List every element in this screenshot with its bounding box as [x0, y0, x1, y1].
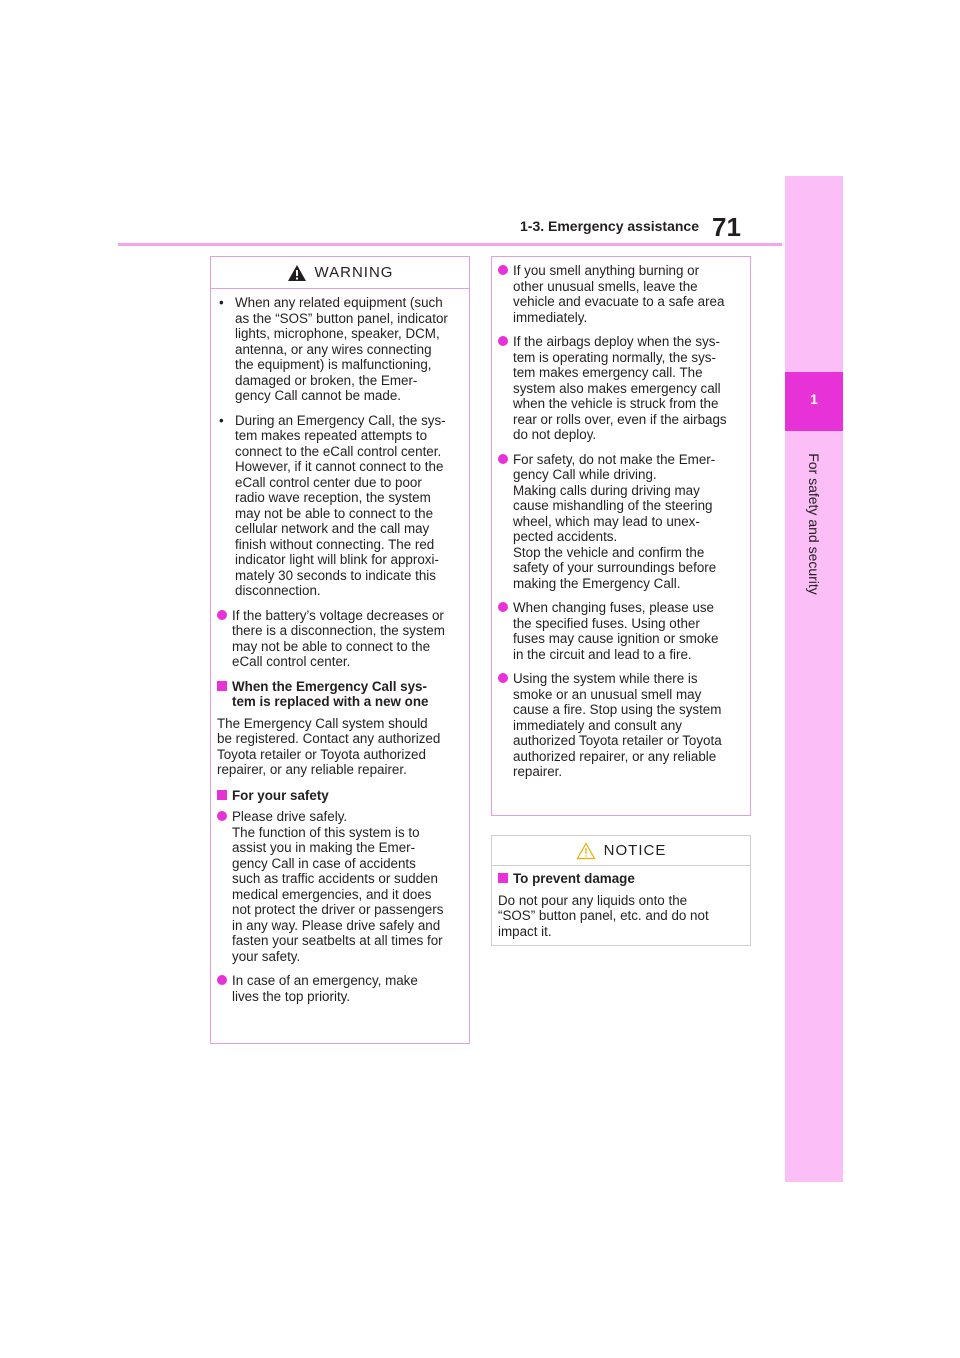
page-number: 71: [712, 212, 741, 242]
subheading: [498, 871, 744, 887]
warning-triangle-icon: [287, 264, 307, 282]
bullet-text: Using the system while there is smoke or an unusual smell may cause a fire. Stop using the system immediately and consult any authorized Toyota retailer or Toyota authorized repairer, or any reliable repairer.: [513, 671, 722, 779]
square-marker-icon: [217, 790, 227, 800]
bullet-item: [498, 334, 744, 443]
subheading: [217, 788, 463, 804]
warning-title: WARNING: [314, 264, 394, 281]
warning-box: [210, 256, 470, 1044]
warning-continued-box: [491, 256, 751, 816]
bullet-item: [217, 809, 463, 964]
notice-box: [491, 835, 751, 946]
bullet-dot-icon: [217, 811, 227, 821]
bullet-dot-icon: [498, 336, 508, 346]
bullet-dot-icon: [498, 265, 508, 275]
bullet-item: [217, 608, 463, 670]
bullet-text: If the battery’s voltage decreases or there is a disconnection, the system may not be able to connect to the eCall control center.: [232, 607, 445, 669]
bullet-dot-icon: [498, 454, 508, 464]
bullet-dot-icon: [217, 610, 227, 620]
list-item: [217, 295, 463, 404]
notice-triangle-icon: [576, 842, 596, 860]
paragraph: The Emergency Call system should be registered. Contact any authorized Toyota retailer or Toyota authorized repairer, or any reliable repairer.: [217, 715, 441, 777]
header-divider: [118, 243, 782, 246]
list-item-text: When any related equipment (such as the “SOS” button panel, indicator lights, microphone, speaker, DCM, antenna, or any wires connecting the equipment) is malfunctioning, damaged or broken, the Emer- gency Call cannot be made.: [235, 295, 448, 403]
subheading: [217, 679, 463, 710]
notice-content: [492, 866, 750, 939]
notice-title: NOTICE: [603, 842, 667, 859]
list-dash: •: [219, 295, 224, 310]
square-marker-icon: [498, 873, 508, 883]
warning-content: [211, 289, 469, 1004]
bullet-text: If the airbags deploy when the sys- tem is operating normally, the sys- tem makes emergency call. The system also makes emergency call when the vehicle is struck from the rear or rolls over, even if the airbags do not deploy.: [513, 334, 727, 442]
bullet-item: [498, 263, 744, 325]
bullet-dot-icon: [498, 602, 508, 612]
notice-title-bar: [492, 836, 750, 866]
bullet-item: [498, 452, 744, 592]
bullet-text: For safety, do not make the Emer- gency Call while driving. Making calls during driving may cause mishandling of the steering wheel, which may lead to unex- pected accidents. Stop the vehicle and confirm the safety of your surroundings before making the Emergency Call.: [513, 451, 717, 591]
bullet-dot-icon: [498, 673, 508, 683]
square-marker-icon: [217, 681, 227, 691]
subheading-text: For your safety: [232, 787, 329, 803]
subheading-text: To prevent damage: [513, 871, 635, 886]
bullet-item: [217, 973, 463, 1004]
list-dash: •: [219, 412, 224, 428]
list-item-text: During an Emergency Call, the sys- tem makes repeated attempts to connect to the eCall control center. However, if it cannot connect to the eCall control center due to poor radio wave reception, the system may not be able to connect to the cellular network and the call may finish without connecting. The red indicator light will blink for approxi- mately 30 seconds to indicate this disconnection.: [235, 412, 446, 598]
chapter-label: For safety and security: [806, 453, 822, 595]
warning-continued-content: [492, 257, 750, 780]
warning-title-bar: [211, 257, 469, 289]
bullet-text: If you smell anything burning or other unusual smells, leave the vehicle and evacuate to a safe area immediately.: [513, 263, 725, 325]
bullet-text: When changing fuses, please use the specified fuses. Using other fuses may cause ignition or smoke in the circuit and lead to a fire.: [513, 600, 719, 662]
section-title: 1-3. Emergency assistance: [520, 218, 699, 234]
chapter-number: 1: [810, 391, 818, 407]
bullet-text: In case of an emergency, make lives the top priority.: [232, 973, 418, 1004]
chapter-side-tab: [785, 176, 843, 1182]
paragraph: Do not pour any liquids onto the “SOS” button panel, etc. and do not impact it.: [498, 892, 709, 939]
bullet-item: [498, 600, 744, 662]
list-item: [217, 413, 463, 599]
subheading-text: When the Emergency Call sys- tem is replaced with a new one: [232, 678, 429, 709]
bullet-dot-icon: [217, 975, 227, 985]
bullet-text: Please drive safely. The function of this system is to assist you in making the Emer- gency Call in case of accidents such as traffic accidents or sudden medical emergencies, and it does not protect the driver or passengers in any way. Please drive safely and fasten your seatbelts at all times for your safety.: [232, 809, 444, 964]
bullet-item: [498, 671, 744, 780]
